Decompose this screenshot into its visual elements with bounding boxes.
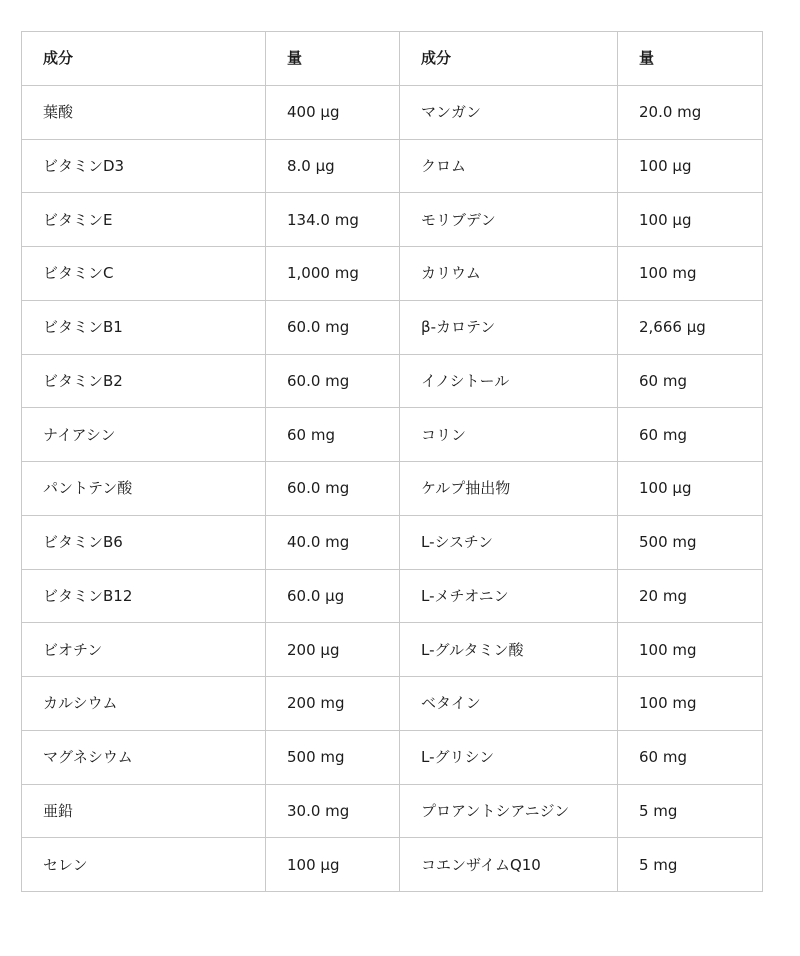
cell-amount: 200 mg <box>266 677 400 731</box>
cell-amount: 400 μg <box>266 85 400 139</box>
cell-amount: 8.0 μg <box>266 139 400 193</box>
table-row <box>22 677 763 731</box>
table-header-row <box>22 32 763 86</box>
header-amount-left: 量 <box>266 32 400 86</box>
table-row <box>22 354 763 408</box>
header-ingredient-left: 成分 <box>22 32 266 86</box>
table-row <box>22 784 763 838</box>
cell-ingredient: L-シスチン <box>400 515 618 569</box>
cell-ingredient: ナイアシン <box>22 408 266 462</box>
cell-amount: 60 mg <box>618 730 763 784</box>
cell-amount: 60.0 mg <box>266 354 400 408</box>
cell-ingredient: L-メチオニン <box>400 569 618 623</box>
cell-amount: 100 μg <box>618 193 763 247</box>
table-row <box>22 247 763 301</box>
cell-ingredient: 葉酸 <box>22 85 266 139</box>
cell-ingredient: ビタミンB6 <box>22 515 266 569</box>
cell-ingredient: ビタミンE <box>22 193 266 247</box>
cell-amount: 500 mg <box>618 515 763 569</box>
cell-ingredient: モリブデン <box>400 193 618 247</box>
table-body <box>22 85 763 891</box>
cell-amount: 100 mg <box>618 623 763 677</box>
cell-amount: 20 mg <box>618 569 763 623</box>
cell-ingredient: 亜鉛 <box>22 784 266 838</box>
cell-ingredient: コリン <box>400 408 618 462</box>
cell-ingredient: カルシウム <box>22 677 266 731</box>
cell-amount: 40.0 mg <box>266 515 400 569</box>
table-row <box>22 85 763 139</box>
cell-amount: 100 μg <box>266 838 400 892</box>
cell-ingredient: ビタミンD3 <box>22 139 266 193</box>
cell-ingredient: β-カロテン <box>400 300 618 354</box>
table-row <box>22 300 763 354</box>
cell-amount: 100 mg <box>618 677 763 731</box>
cell-amount: 100 μg <box>618 462 763 516</box>
table-row <box>22 515 763 569</box>
cell-amount: 100 mg <box>618 247 763 301</box>
cell-ingredient: マンガン <box>400 85 618 139</box>
cell-ingredient: L-グリシン <box>400 730 618 784</box>
table-row <box>22 838 763 892</box>
table-row <box>22 193 763 247</box>
cell-amount: 30.0 mg <box>266 784 400 838</box>
cell-amount: 134.0 mg <box>266 193 400 247</box>
table-row <box>22 408 763 462</box>
cell-amount: 60.0 μg <box>266 569 400 623</box>
cell-ingredient: マグネシウム <box>22 730 266 784</box>
cell-ingredient: カリウム <box>400 247 618 301</box>
cell-amount: 5 mg <box>618 838 763 892</box>
cell-ingredient: ビオチン <box>22 623 266 677</box>
table-row <box>22 569 763 623</box>
cell-amount: 500 mg <box>266 730 400 784</box>
cell-ingredient: クロム <box>400 139 618 193</box>
table-row <box>22 462 763 516</box>
cell-amount: 60.0 mg <box>266 462 400 516</box>
cell-ingredient: イノシトール <box>400 354 618 408</box>
cell-amount: 20.0 mg <box>618 85 763 139</box>
header-ingredient-right: 成分 <box>400 32 618 86</box>
cell-amount: 1,000 mg <box>266 247 400 301</box>
cell-amount: 200 μg <box>266 623 400 677</box>
cell-ingredient: ベタイン <box>400 677 618 731</box>
table-row <box>22 730 763 784</box>
nutrition-facts-table <box>21 31 763 892</box>
table-row <box>22 32 763 86</box>
cell-amount: 60 mg <box>618 354 763 408</box>
cell-amount: 5 mg <box>618 784 763 838</box>
table-row <box>22 139 763 193</box>
cell-ingredient: ケルプ抽出物 <box>400 462 618 516</box>
cell-ingredient: ビタミンC <box>22 247 266 301</box>
cell-ingredient: ビタミンB2 <box>22 354 266 408</box>
cell-amount: 60 mg <box>266 408 400 462</box>
cell-ingredient: ビタミンB12 <box>22 569 266 623</box>
cell-amount: 2,666 μg <box>618 300 763 354</box>
header-amount-right: 量 <box>618 32 763 86</box>
table-row <box>22 623 763 677</box>
cell-amount: 60 mg <box>618 408 763 462</box>
cell-ingredient: パントテン酸 <box>22 462 266 516</box>
cell-ingredient: セレン <box>22 838 266 892</box>
cell-ingredient: L-グルタミン酸 <box>400 623 618 677</box>
cell-amount: 60.0 mg <box>266 300 400 354</box>
cell-amount: 100 μg <box>618 139 763 193</box>
cell-ingredient: プロアントシアニジン <box>400 784 618 838</box>
cell-ingredient: ビタミンB1 <box>22 300 266 354</box>
cell-ingredient: コエンザイムQ10 <box>400 838 618 892</box>
